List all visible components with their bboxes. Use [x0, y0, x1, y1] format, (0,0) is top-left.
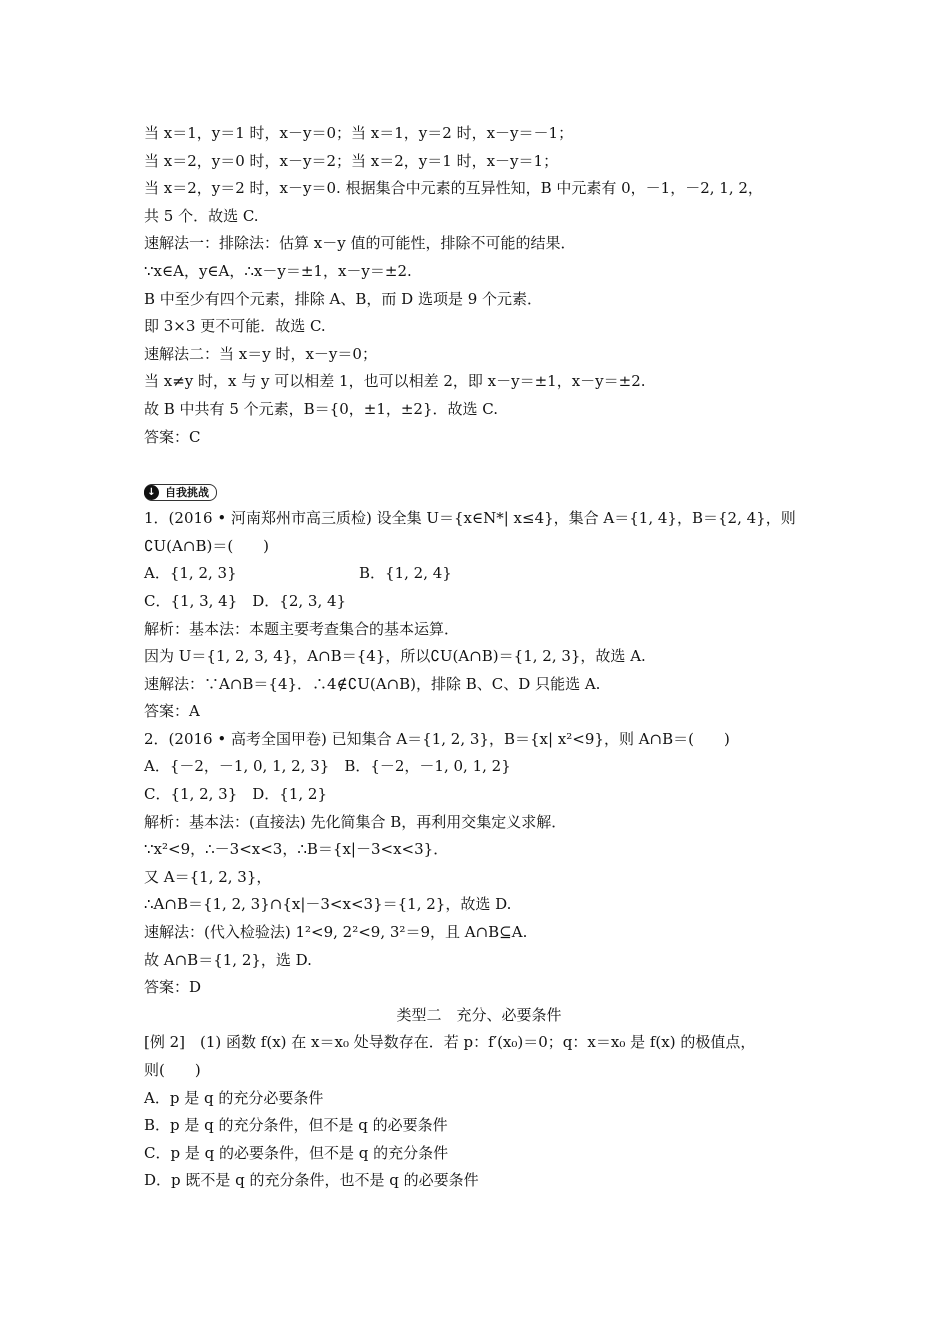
option-b: B．p 是 q 的充分条件，但不是 q 的必要条件 — [144, 1116, 448, 1135]
question-stem: 2．(2016 • 高考全国甲卷) 已知集合 A＝{1, 2, 3}，B＝{x| x²<9}，则 A∩B＝( ) — [144, 729, 730, 748]
option-a: A．p 是 q 的充分必要条件 — [144, 1088, 324, 1107]
text-line: B 中至少有四个元素，排除 A、B，而 D 选项是 9 个元素． — [144, 289, 543, 308]
question-stem: [例 2] (1) 函数 f(x) 在 x＝x₀ 处导数存在．若 p：f′(x₀)＝0；q：x＝x₀ 是 f(x) 的极值点， — [144, 1033, 756, 1052]
option-c: C．p 是 q 的必要条件，但不是 q 的充分条件 — [144, 1143, 449, 1162]
answer-line: 答案：A — [144, 702, 200, 721]
solution-line: 又 A＝{1, 2, 3}， — [144, 867, 272, 886]
text-line: 速解法一：排除法：估算 x－y 值的可能性，排除不可能的结果． — [144, 234, 576, 253]
options-row: A．{－2，－1, 0, 1, 2, 3} B．{－2，－1, 0, 1, 2} — [144, 757, 511, 776]
question-stem: 则( ) — [144, 1061, 201, 1079]
previous-solution — [144, 120, 814, 451]
question-2 — [144, 726, 814, 1002]
option-a: A．{1, 2, 3} — [144, 564, 237, 583]
answer-line: 答案：C — [144, 427, 201, 446]
text-line: 共 5 个．故选 C. — [144, 206, 259, 225]
text-line: 即 3×3 更不可能．故选 C. — [144, 317, 326, 336]
question-stem: 1．(2016 • 河南郑州市高三质检) 设全集 U＝{x∈N*| x≤4}，集合 A＝{1, 4}，B＝{2, 4}，则 — [144, 509, 796, 528]
text-line: 当 x＝2，y＝0 时，x－y＝2；当 x＝2，y＝1 时，x－y＝1； — [144, 151, 559, 170]
example-2 — [144, 1029, 814, 1195]
options-row: C．{1, 2, 3} D．{1, 2} — [144, 785, 328, 804]
option-b: B．{1, 2, 4} — [359, 564, 452, 583]
solution-line: 因为 U＝{1, 2, 3, 4}，A∩B＝{4}，所以∁U(A∩B)＝{1, 2, 3}，故选 A. — [144, 647, 646, 666]
solution-line: ∵x²<9，∴－3<x<3，∴B＝{x|－3<x<3}． — [144, 840, 449, 859]
spacer — [144, 451, 814, 479]
text-line: 当 x＝2，y＝2 时，x－y＝0. 根据集合中元素的互异性知，B 中元素有 0，－1，－2, 1, 2， — [144, 179, 763, 198]
solution-line: ∴A∩B＝{1, 2, 3}∩{x|－3<x<3}＝{1, 2}，故选 D. — [144, 895, 512, 914]
solution-line: 速解法：(代入检验法) 1²<9, 2²<9, 3²＝9，且 A∩B⊆A. — [144, 923, 528, 942]
section-title: 类型二 充分、必要条件 — [396, 1005, 562, 1024]
self-challenge-header — [144, 479, 814, 505]
badge-label: 自我挑战 — [165, 486, 209, 500]
text-line: 故 B 中共有 5 个元素，B＝{0，±1，±2}．故选 C. — [144, 399, 498, 418]
solution-line: 解析：基本法：本题主要考查集合的基本运算． — [144, 619, 460, 638]
down-arrow-icon: ↓ — [144, 485, 159, 500]
document-page — [144, 120, 814, 1195]
question-1 — [144, 505, 814, 726]
options-row — [144, 560, 814, 588]
solution-line: 解析：基本法：(直接法) 先化简集合 B，再利用交集定义求解． — [144, 812, 567, 831]
text-line: ∵x∈A，y∈A，∴x－y＝±1，x－y＝±2. — [144, 261, 412, 280]
solution-line: 故 A∩B＝{1, 2}，选 D. — [144, 950, 312, 969]
question-stem: ∁U(A∩B)＝( ) — [144, 536, 270, 555]
solution-line: 速解法：∵A∩B＝{4}．∴4∉∁U(A∩B)，排除 B、C、D 只能选 A. — [144, 674, 601, 693]
self-challenge-badge — [144, 484, 217, 501]
option-d: D．p 既不是 q 的充分条件，也不是 q 的必要条件 — [144, 1171, 479, 1190]
text-line: 当 x≠y 时，x 与 y 可以相差 1，也可以相差 2，即 x－y＝±1，x－y＝±2. — [144, 372, 646, 391]
options-row: C．{1, 3, 4} D．{2, 3, 4} — [144, 591, 347, 610]
text-line: 当 x＝1，y＝1 时，x－y＝0；当 x＝1，y＝2 时，x－y＝－1； — [144, 124, 574, 142]
text-line: 速解法二：当 x＝y 时，x－y＝0； — [144, 344, 377, 363]
answer-line: 答案：D — [144, 978, 202, 997]
